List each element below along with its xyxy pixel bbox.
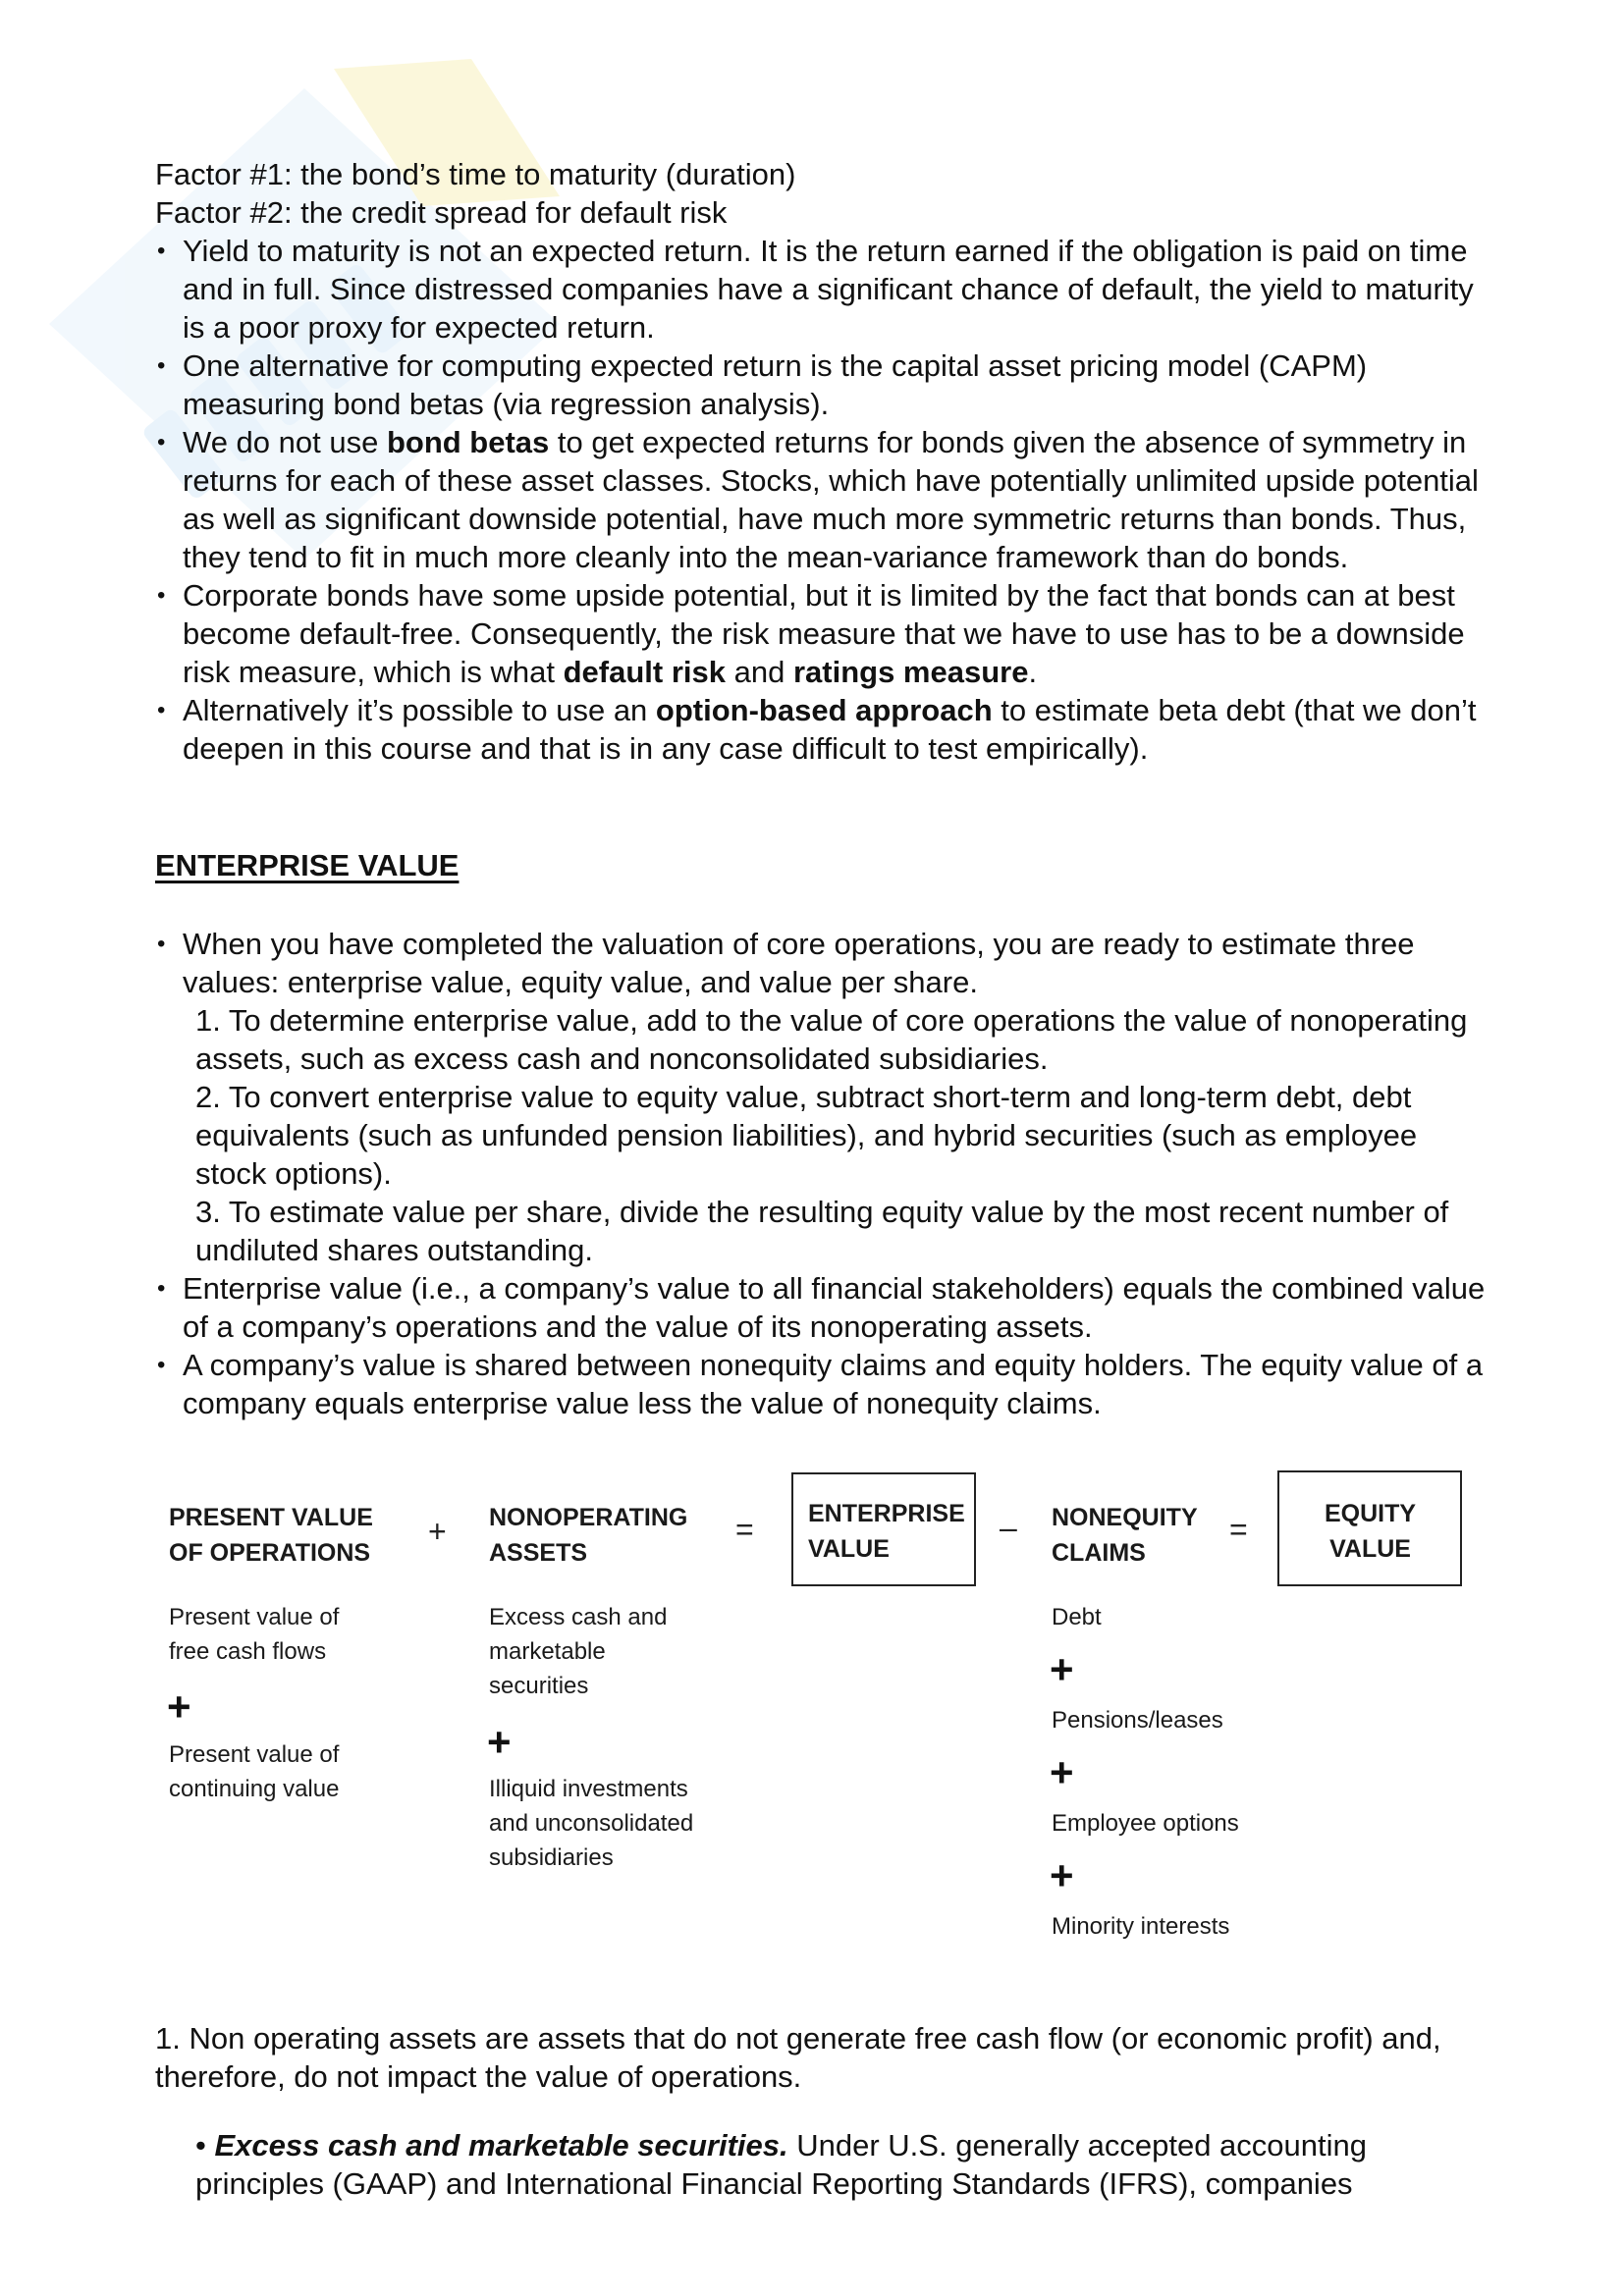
- step-1: 1. To determine enterprise value, add to the value of core operations the value of nonoperating assets, such as excess cash and nonconsolidated subsidiaries.: [195, 1003, 1468, 1076]
- factor-2: Factor #2: the credit spread for default risk: [155, 195, 728, 230]
- enterprise-value-diagram: [0, 1463, 1624, 1973]
- plus-operator: +: [428, 1514, 447, 1549]
- box-label: [808, 1496, 965, 1567]
- item-line: subsidiaries: [489, 1844, 614, 1871]
- bold-term: bond betas: [386, 425, 550, 459]
- text: .: [1028, 655, 1038, 689]
- plus-sign: +: [1050, 1852, 1074, 1898]
- heading-line: NONOPERATING: [489, 1504, 688, 1531]
- text: Alternatively it’s possible to use an: [183, 693, 656, 727]
- col4-item-debt: Debt: [1052, 1604, 1102, 1630]
- enterprise-value-text: [155, 925, 1490, 1422]
- bullet-enterprise-value: • Enterprise value (i.e., a company’s value to all financial stakeholders) equals the combined value of a company’s operations and the value of its nonoperating assets.: [155, 1269, 1490, 1346]
- col4-item-pensions: Pensions/leases: [1052, 1707, 1223, 1734]
- factor-1: Factor #1: the bond’s time to maturity (duration): [155, 157, 796, 191]
- bullet-company-value: • A company’s value is shared between nonequity claims and equity holders. The equity value of a company equals enterprise value less the value of nonequity claims.: [155, 1346, 1490, 1422]
- equals-operator: =: [1229, 1512, 1248, 1547]
- col-nonoperating-heading: [489, 1500, 687, 1571]
- item-line: continuing value: [169, 1776, 340, 1802]
- text: We do not use: [183, 425, 387, 459]
- plus-sign: +: [167, 1683, 191, 1730]
- bullet-symbol: •: [195, 2128, 215, 2163]
- bullet-option-approach: [155, 691, 1490, 768]
- bold-italic-term: Excess cash and marketable securities.: [214, 2128, 788, 2163]
- nonoperating-text: [155, 1989, 1490, 2203]
- equity-value-box: [1277, 1470, 1462, 1586]
- sub-bullet-excess-cash: [155, 2126, 1490, 2203]
- bullet-bond-betas: [155, 423, 1490, 576]
- bold-term: ratings measure: [792, 655, 1029, 689]
- item-line: Illiquid investments: [489, 1776, 688, 1802]
- bold-term: option-based approach: [655, 693, 993, 727]
- text: and: [726, 655, 793, 689]
- bullet-ytm: • Yield to maturity is not an expected return. It is the return earned if the obligation is paid on time and in full. Since distressed companies have a significant chance of default, the yield to maturity is a poor proxy for expected return.: [155, 232, 1490, 347]
- col1-item-fcf: [169, 1600, 339, 1669]
- plus-sign: +: [1050, 1749, 1074, 1795]
- heading-line: ASSETS: [489, 1539, 588, 1567]
- box-line: VALUE: [1329, 1535, 1411, 1563]
- heading-line: CLAIMS: [1052, 1539, 1146, 1567]
- minus-operator: –: [1000, 1510, 1017, 1545]
- text: to get expected returns for bonds given the absence of symmetry in returns for each of these asset classes. Stocks, which have potentially unlimited upside potential as well as significant downside potential, have much more symmetric returns than bonds. Thus, they tend to fit in much more cleanly into the mean-variance framework than do bonds.: [183, 425, 1479, 574]
- bullet-capm: • One alternative for computing expected return is the capital asset pricing model (CAPM) measuring bond betas (via regression analysis).: [155, 347, 1490, 423]
- bold-term: default risk: [563, 655, 727, 689]
- enterprise-value-box: [791, 1472, 976, 1586]
- plus-sign: +: [1050, 1646, 1074, 1692]
- item-line: and unconsolidated: [489, 1810, 694, 1837]
- col4-item-options: Employee options: [1052, 1810, 1239, 1837]
- col2-item-cash: [489, 1600, 667, 1703]
- heading-line: OF OPERATIONS: [169, 1539, 371, 1567]
- equals-operator: =: [735, 1512, 754, 1547]
- col4-item-minority: Minority interests: [1052, 1913, 1230, 1940]
- col2-item-illiquid: [489, 1772, 693, 1875]
- text: Under U.S. generally accepted accounting principles (GAAP) and International Financial Reporting Standards (IFRS), companies: [195, 2128, 1367, 2201]
- col-nonequity-heading: [1052, 1500, 1198, 1571]
- item-line: securities: [489, 1673, 589, 1699]
- item-line: marketable: [489, 1638, 606, 1665]
- heading-line: PRESENT VALUE: [169, 1504, 373, 1531]
- item-line: Present value of: [169, 1741, 340, 1768]
- box-line: VALUE: [808, 1535, 890, 1563]
- bullet-corporate-bonds: [155, 576, 1490, 691]
- nonoperating-paragraph: 1. Non operating assets are assets that do not generate free cash flow (or economic profit) and, therefore, do not impact the value of operations.: [155, 2021, 1441, 2094]
- box-line: ENTERPRISE: [808, 1500, 965, 1527]
- box-label: [1325, 1496, 1416, 1567]
- plus-sign: +: [487, 1719, 512, 1765]
- item-line: free cash flows: [169, 1638, 327, 1665]
- col-present-value-heading: [169, 1500, 373, 1571]
- item-line: Excess cash and: [489, 1604, 668, 1630]
- text: Corporate bonds have some upside potential, but it is limited by the fact that bonds can at best become default-free. Consequently, the risk measure that we have to use has to be a downside risk measure, which is what: [183, 578, 1465, 689]
- item-line: Present value of: [169, 1604, 340, 1630]
- intro-text: [155, 155, 1490, 768]
- step-2: 2. To convert enterprise value to equity value, subtract short-term and long-term debt, debt equivalents (such as unfunded pension liabilities), and hybrid securities (such as employee stock options).: [195, 1080, 1418, 1191]
- col1-item-continuing: [169, 1737, 339, 1806]
- step-3: 3. To estimate value per share, divide the resulting equity value by the most recent number of undiluted shares outstanding.: [195, 1195, 1449, 1267]
- box-line: EQUITY: [1325, 1500, 1417, 1527]
- bullet-three-values: • When you have completed the valuation of core operations, you are ready to estimate three values: enterprise value, equity value, and value per share.: [155, 925, 1490, 1001]
- section-title: ENTERPRISE VALUE: [155, 848, 460, 882]
- heading-line: NONEQUITY: [1052, 1504, 1198, 1531]
- text: to estimate beta debt (that we don’t deepen in this course and that is in any case difficult to test empirically).: [183, 693, 1477, 766]
